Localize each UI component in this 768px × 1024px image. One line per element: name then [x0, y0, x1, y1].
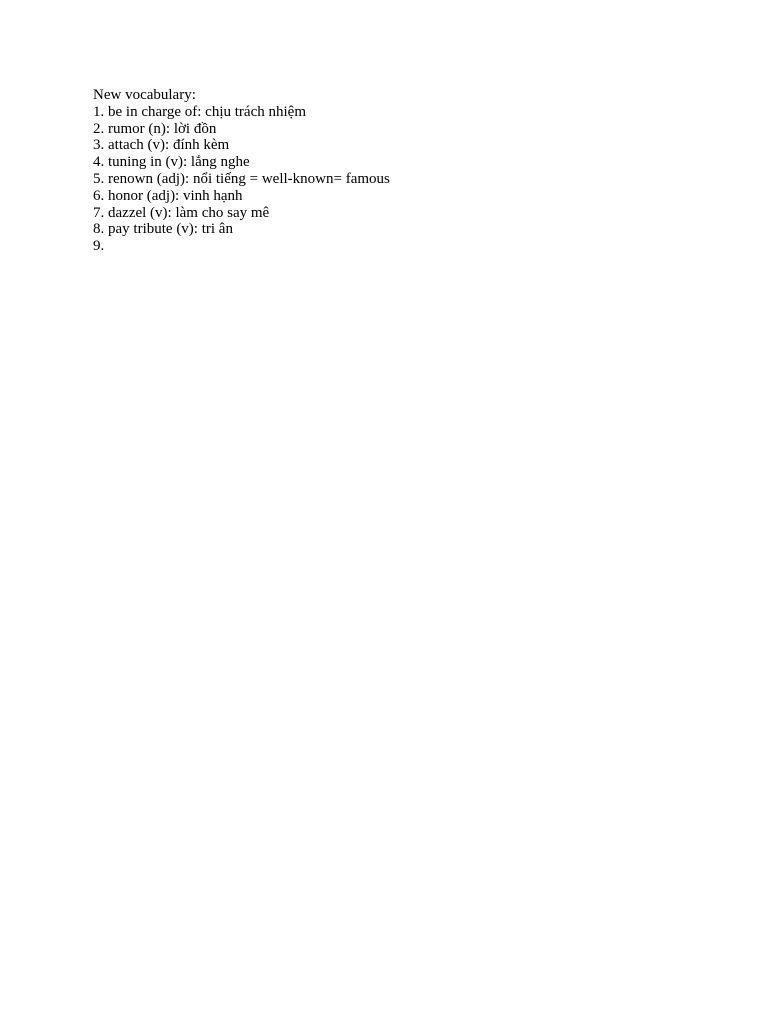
vocabulary-item: 9.: [93, 238, 105, 255]
vocabulary-text: [93, 87, 693, 255]
vocabulary-item: 1. be in charge of: chịu trách nhiệm: [93, 103, 306, 120]
vocabulary-item: 5. renown (adj): nổi tiếng = well-known= famous: [93, 170, 390, 187]
vocabulary-item: 2. rumor (n): lời đồn: [93, 120, 217, 137]
vocabulary-item: 8. pay tribute (v): tri ân: [93, 221, 233, 238]
vocabulary-item: 3. attach (v): đính kèm: [93, 137, 230, 154]
vocabulary-heading: New vocabulary:: [93, 87, 196, 103]
vocabulary-item: 7. dazzel (v): làm cho say mê: [93, 204, 270, 221]
vocabulary-item: 6. honor (adj): vinh hạnh: [93, 187, 243, 204]
vocabulary-item: 4. tuning in (v): lắng nghe: [93, 154, 250, 171]
